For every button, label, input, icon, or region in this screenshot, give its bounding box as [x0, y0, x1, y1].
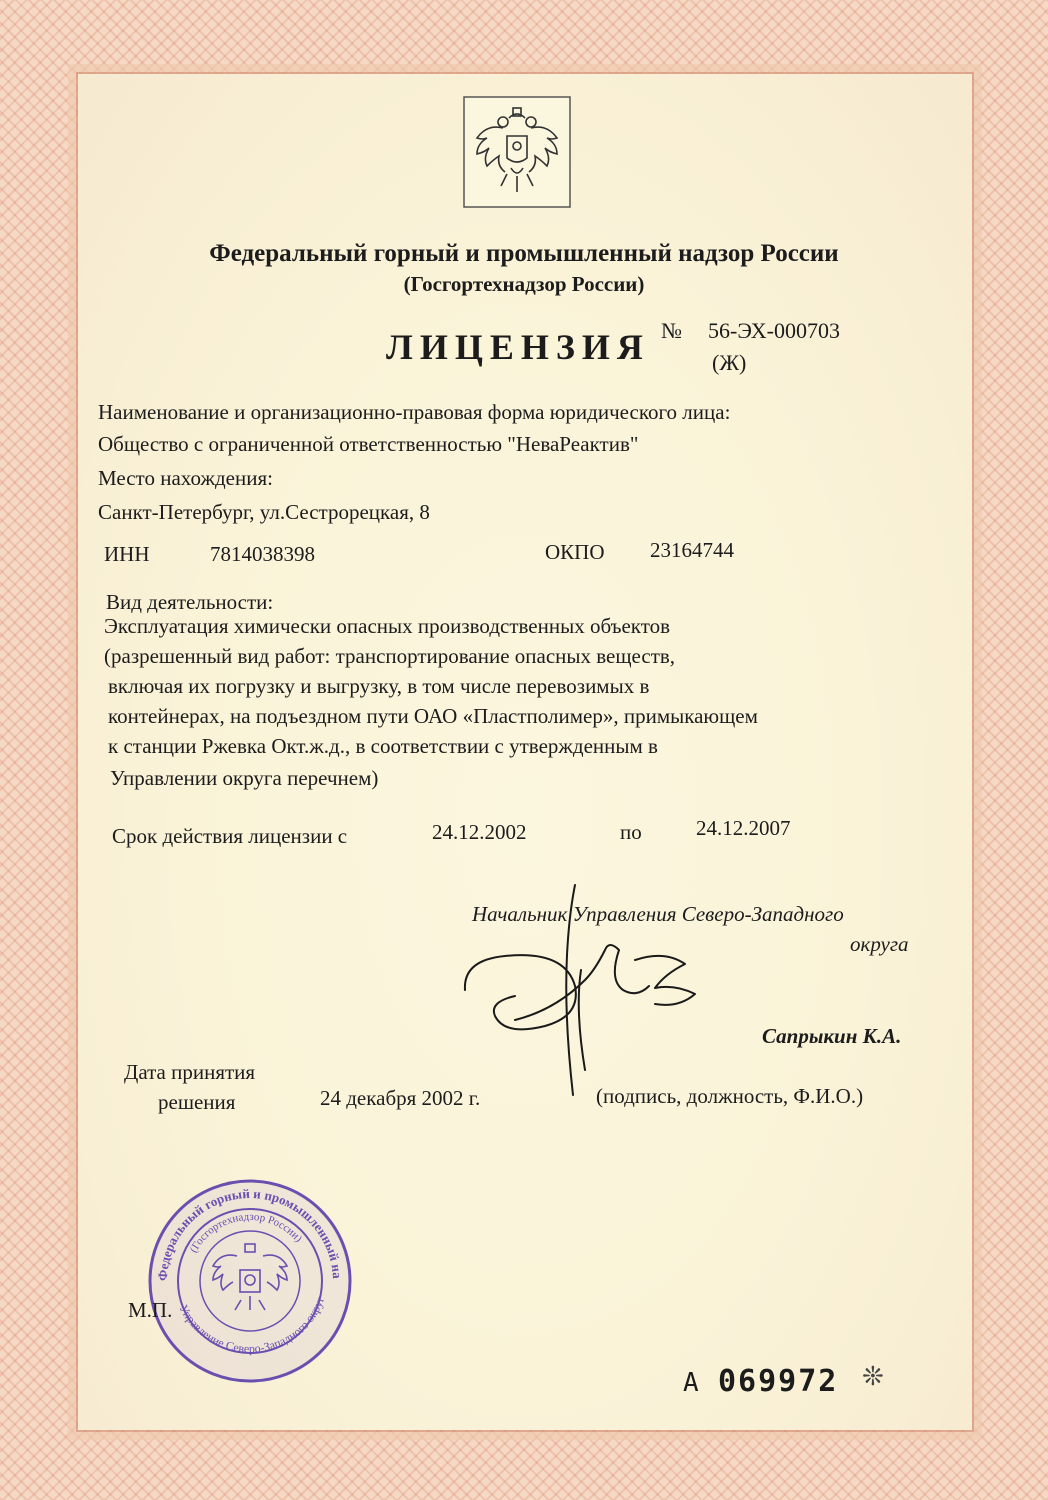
inn-label: ИНН	[104, 542, 150, 566]
activity-line: включая их погрузку и выгрузку, в том числе перевозимых в	[108, 674, 650, 698]
official-stamp	[145, 1176, 355, 1386]
serial-letter: А	[683, 1368, 699, 1398]
okpo-value: 23164744	[650, 538, 734, 562]
serial-mark-icon: ❊	[862, 1362, 884, 1391]
activity-label: Вид деятельности:	[106, 590, 274, 614]
decision-date: 24 декабря 2002 г.	[320, 1086, 481, 1110]
decision-label-line1: Дата принятия	[124, 1060, 256, 1084]
signatory-position-line2: округа	[850, 932, 909, 956]
signatory-name: Сапрыкин К.А.	[762, 1024, 902, 1048]
location-value: Санкт-Петербург, ул.Сестрорецкая, 8	[98, 500, 430, 524]
validity-to-label: по	[620, 820, 642, 844]
validity-from: 24.12.2002	[432, 820, 527, 844]
license-number: 56-ЭХ-000703	[708, 318, 840, 343]
stamp-bottom-text: Управление Северо-Западного округ	[176, 1294, 328, 1356]
validity-to: 24.12.2007	[696, 816, 791, 840]
signature-caption: (подпись, должность, Ф.И.О.)	[596, 1084, 864, 1108]
location-label: Место нахождения:	[98, 466, 273, 490]
handwritten-signature	[455, 880, 715, 1110]
stamp-place-label: М.П.	[128, 1298, 173, 1322]
entity-name-value: Общество с ограниченной ответственностью "НеваРеактив"	[98, 432, 639, 456]
activity-line: (разрешенный вид работ: транспортирование опасных веществ,	[104, 644, 676, 668]
agency-short-name: (Госгортехнадзор России)	[403, 272, 645, 296]
serial-number: 069972	[718, 1364, 839, 1399]
license-title: ЛИЦЕНЗИЯ	[386, 327, 650, 367]
decision-label-line2: решения	[158, 1090, 236, 1114]
inn-value: 7814038398	[210, 542, 315, 566]
validity-label: Срок действия лицензии с	[112, 824, 348, 848]
agency-name: Федеральный горный и промышленный надзор России	[209, 240, 839, 267]
signatory-position-line1: Начальник Управления Северо-Западного	[472, 902, 844, 926]
activity-line: Управлении округа перечнем)	[110, 766, 379, 790]
activity-line: контейнерах, на подъездном пути ОАО «Пластполимер», примыкающем	[108, 704, 758, 728]
license-number-label: №	[661, 318, 682, 343]
activity-line: к станции Ржевка Окт.ж.д., в соответствии с утвержденным в	[108, 734, 658, 758]
activity-line: Эксплуатация химически опасных производственных объектов	[104, 614, 671, 638]
okpo-label: ОКПО	[545, 540, 605, 564]
entity-name-label: Наименование и организационно-правовая форма юридического лица:	[98, 400, 731, 424]
stamp-outer-text: Федеральный горный и промышленный на	[154, 1185, 346, 1282]
coat-of-arms-icon	[463, 96, 571, 208]
stamp-inner-text: (Госгортехнадзор России)	[187, 1210, 305, 1255]
license-suffix: (Ж)	[712, 350, 747, 375]
